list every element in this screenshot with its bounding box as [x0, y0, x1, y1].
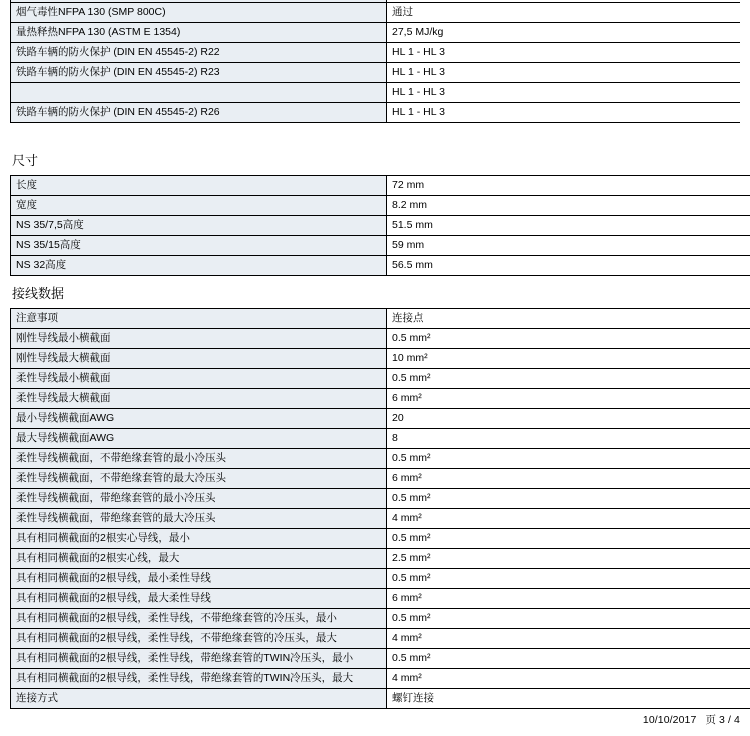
- table-row: [11, 469, 750, 489]
- wiring-table: [10, 308, 750, 709]
- wiring-table-body: [11, 309, 750, 709]
- fire-protection-table-region: [10, 0, 740, 143]
- table-row: [11, 216, 750, 236]
- row-value: 通过: [387, 3, 741, 23]
- row-label: 刚性导线最大横截面: [11, 349, 387, 369]
- table-row: [11, 509, 750, 529]
- table-row: [11, 549, 750, 569]
- row-label: 柔性导线横截面，带绝缘套管的最大冷压头: [11, 509, 387, 529]
- row-label: 刚性导线最小横截面: [11, 329, 387, 349]
- table-row: [11, 309, 750, 329]
- row-value: HL 1 - HL 3: [387, 83, 741, 103]
- row-value: HL 1 - HL 3: [387, 43, 741, 63]
- fire-protection-table-body: [11, 0, 741, 123]
- row-label: 具有相同横截面的2根实心导线，最小: [11, 529, 387, 549]
- table-row: [11, 63, 741, 83]
- row-label: 铁路车辆的防火保护 (DIN EN 45545-2) R26: [11, 103, 387, 123]
- table-row: [11, 176, 750, 196]
- row-label: 柔性导线横截面，不带绝缘套管的最小冷压头: [11, 449, 387, 469]
- row-value: 4 mm²: [387, 669, 750, 689]
- dimensions-table-body: [11, 176, 750, 276]
- table-row: [11, 236, 750, 256]
- row-label: NS 35/7,5高度: [11, 216, 387, 236]
- row-label: 量热释热NFPA 130 (ASTM E 1354): [11, 23, 387, 43]
- wiring-section-title: 接线数据: [12, 286, 65, 301]
- row-label: 具有相同横截面的2根导线，最小柔性导线: [11, 569, 387, 589]
- table-row: [11, 83, 741, 103]
- row-value: 51.5 mm: [387, 216, 750, 236]
- row-label: 具有相同横截面的2根实心线，最大: [11, 549, 387, 569]
- row-label: 最大导线横截面AWG: [11, 429, 387, 449]
- table-row: [11, 649, 750, 669]
- table-row: [11, 43, 741, 63]
- row-value: 2.5 mm²: [387, 549, 750, 569]
- row-value: 4 mm²: [387, 509, 750, 529]
- row-value: 10 mm²: [387, 349, 750, 369]
- row-value: 4 mm²: [387, 629, 750, 649]
- table-row: [11, 256, 750, 276]
- footer-date: 10/10/2017: [642, 714, 697, 726]
- footer-page-number: 页 3 / 4: [705, 714, 740, 726]
- table-row: [11, 609, 750, 629]
- row-value: 6 mm²: [387, 389, 750, 409]
- table-row: [11, 569, 750, 589]
- row-label: 具有相同横截面的2根导线，柔性导线，不带绝缘套管的冷压头，最小: [11, 609, 387, 629]
- table-row: [11, 449, 750, 469]
- row-label: 具有相同横截面的2根导线，柔性导线，不带绝缘套管的冷压头，最大: [11, 629, 387, 649]
- table-row: [11, 429, 750, 449]
- row-label: 烟气毒性NFPA 130 (SMP 800C): [11, 3, 387, 23]
- table-row: [11, 196, 750, 216]
- row-value: 0.5 mm²: [387, 609, 750, 629]
- row-value: 0.5 mm²: [387, 329, 750, 349]
- table-row: [11, 489, 750, 509]
- row-label: NS 35/15高度: [11, 236, 387, 256]
- row-label: 铁路车辆的防火保护 (DIN EN 45545-2) R22: [11, 43, 387, 63]
- row-value: 8: [387, 429, 750, 449]
- table-row: [11, 389, 750, 409]
- row-value: 0.5 mm²: [387, 449, 750, 469]
- dimensions-section: [10, 143, 740, 276]
- row-label: 注意事项: [11, 309, 387, 329]
- dimensions-table: [10, 175, 750, 276]
- wiring-section: [10, 276, 740, 709]
- row-value: 20: [387, 409, 750, 429]
- row-value: 0.5 mm²: [387, 649, 750, 669]
- row-label: NS 32高度: [11, 256, 387, 276]
- row-value: 56.5 mm: [387, 256, 750, 276]
- row-label: 具有相同横截面的2根导线，柔性导线，带绝缘套管的TWIN冷压头，最大: [11, 669, 387, 689]
- table-row: [11, 409, 750, 429]
- table-row: [11, 3, 741, 23]
- row-label: 柔性导线最大横截面: [11, 389, 387, 409]
- table-row: [11, 103, 741, 123]
- table-row: [11, 629, 750, 649]
- table-row: [11, 329, 750, 349]
- row-value: 0.5 mm²: [387, 369, 750, 389]
- row-label: 长度: [11, 176, 387, 196]
- page-footer: [10, 714, 740, 727]
- row-value: 螺钉连接: [387, 689, 750, 709]
- row-value: 0.5 mm²: [387, 529, 750, 549]
- row-value: 8.2 mm: [387, 196, 750, 216]
- row-value: 59 mm: [387, 236, 750, 256]
- row-value: 6 mm²: [387, 469, 750, 489]
- row-label: 具有相同横截面的2根导线，最大柔性导线: [11, 589, 387, 609]
- row-value: 6 mm²: [387, 589, 750, 609]
- row-value: 连接点: [387, 309, 750, 329]
- row-value: HL 1 - HL 3: [387, 63, 741, 83]
- row-value: 72 mm: [387, 176, 750, 196]
- row-value: 0.5 mm²: [387, 489, 750, 509]
- row-label: 最小导线横截面AWG: [11, 409, 387, 429]
- row-label: 柔性导线横截面，带绝缘套管的最小冷压头: [11, 489, 387, 509]
- row-label: 铁路车辆的防火保护 (DIN EN 45545-2) R23: [11, 63, 387, 83]
- row-label: [11, 83, 387, 103]
- dimensions-section-title: 尺寸: [12, 153, 39, 168]
- row-label: 柔性导线最小横截面: [11, 369, 387, 389]
- table-row: [11, 349, 750, 369]
- row-label: 连接方式: [11, 689, 387, 709]
- table-row: [11, 529, 750, 549]
- table-row: [11, 589, 750, 609]
- row-value: 27,5 MJ/kg: [387, 23, 741, 43]
- table-row: [11, 369, 750, 389]
- table-row: [11, 23, 741, 43]
- row-label: 具有相同横截面的2根导线，柔性导线，带绝缘套管的TWIN冷压头，最小: [11, 649, 387, 669]
- fire-protection-table: [10, 0, 740, 123]
- table-row: [11, 689, 750, 709]
- row-label: 柔性导线横截面，不带绝缘套管的最大冷压头: [11, 469, 387, 489]
- table-row: [11, 669, 750, 689]
- row-value: 0.5 mm²: [387, 569, 750, 589]
- row-value: HL 1 - HL 3: [387, 103, 741, 123]
- row-label: 宽度: [11, 196, 387, 216]
